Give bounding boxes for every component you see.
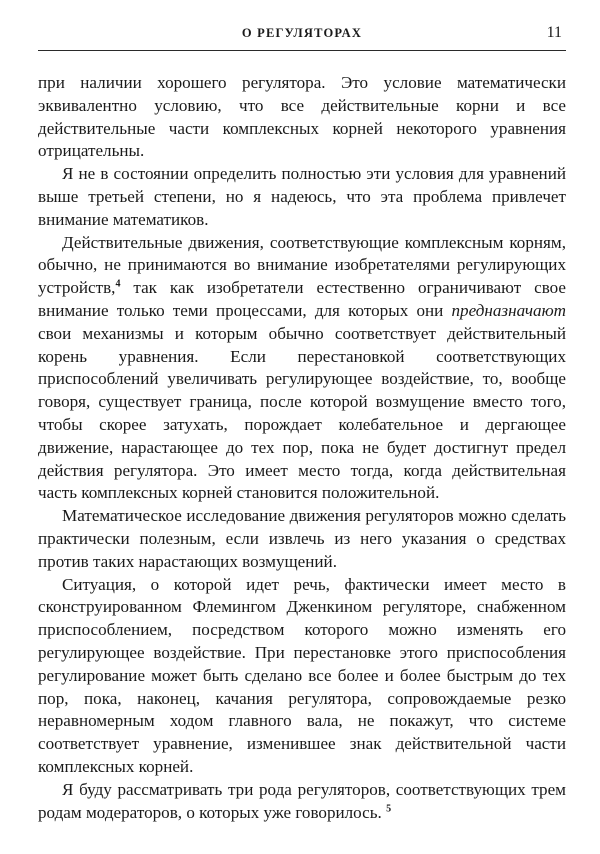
paragraph-3-part-1: Действительные движения, соответствующие комплексным корням, обычно, не принимаются во внимание изобретателями регулирующих устройств,	[38, 232, 566, 298]
emphasized-word: предназначают	[451, 300, 566, 320]
page-number: 11	[546, 24, 562, 41]
paragraph-4: Математическое исследование движения регуляторов можно сделать практически полезным, если извлечь из него указания о средствах против таких нарастающих возмущений.	[38, 506, 566, 571]
page-header	[38, 26, 566, 52]
footnote-ref-5: 5	[386, 802, 392, 814]
paragraph-5: Ситуация, о которой идет речь, фактически имеет место в сконструированном Флемингом Дженкином регуляторе, снабженном приспособлением, посредством которого можно изменять его регулирующее воздействие. При перестановке этого приспособления регулирование может быть сделано все более и более быстрым до тех пор, пока, наконец, качания регулятора, сопровождаемые резко неравномерным ходом главного вала, не покажут, что системе соответствует уравнение, изменившее знак действительной части комплексных корней.	[38, 574, 566, 776]
header-rule	[38, 50, 566, 51]
paragraph-3	[38, 232, 566, 506]
paragraph-3-part-2: так как изобретатели естественно ограничивают свое внимание только теми процессами, для которых они	[38, 278, 566, 320]
paragraph-6-text: Я буду рассматривать три рода регуляторов, соответствующих трем родам модераторов, о которых уже говорилось.	[38, 779, 566, 822]
footnote-ref-4: 4	[115, 278, 121, 290]
body-text	[38, 72, 566, 824]
paragraph-6	[38, 779, 566, 825]
paragraph-1: при наличии хорошего регулятора. Это условие математически эквивалентно условию, что все действительные корни и все действительные части комплексных корней некоторого уравнения отрицательны.	[38, 73, 566, 161]
running-title: О РЕГУЛЯТОРАХ	[241, 26, 363, 40]
paragraph-2: Я не в состоянии определить полностью эти условия для уравнений выше третьей степени, но я надеюсь, что эта проблема привлечет внимание математиков.	[38, 164, 566, 229]
paragraph-3-part-3: свои механизмы и которым обычно соответствует действительный корень уравнения. Если перестановкой соответствующих приспособлений увеличивать регулирующее воздействие, то, вообще говоря, существует граница, после которой возмущение вместо того, чтобы скорее затухать, порождает колебательное и дергающее движение, нарастающее до тех пор, пока не будет достигнут предел действия регулятора. Это имеет место тогда, когда действительная часть комплексных корней становится положительной.	[38, 323, 566, 503]
